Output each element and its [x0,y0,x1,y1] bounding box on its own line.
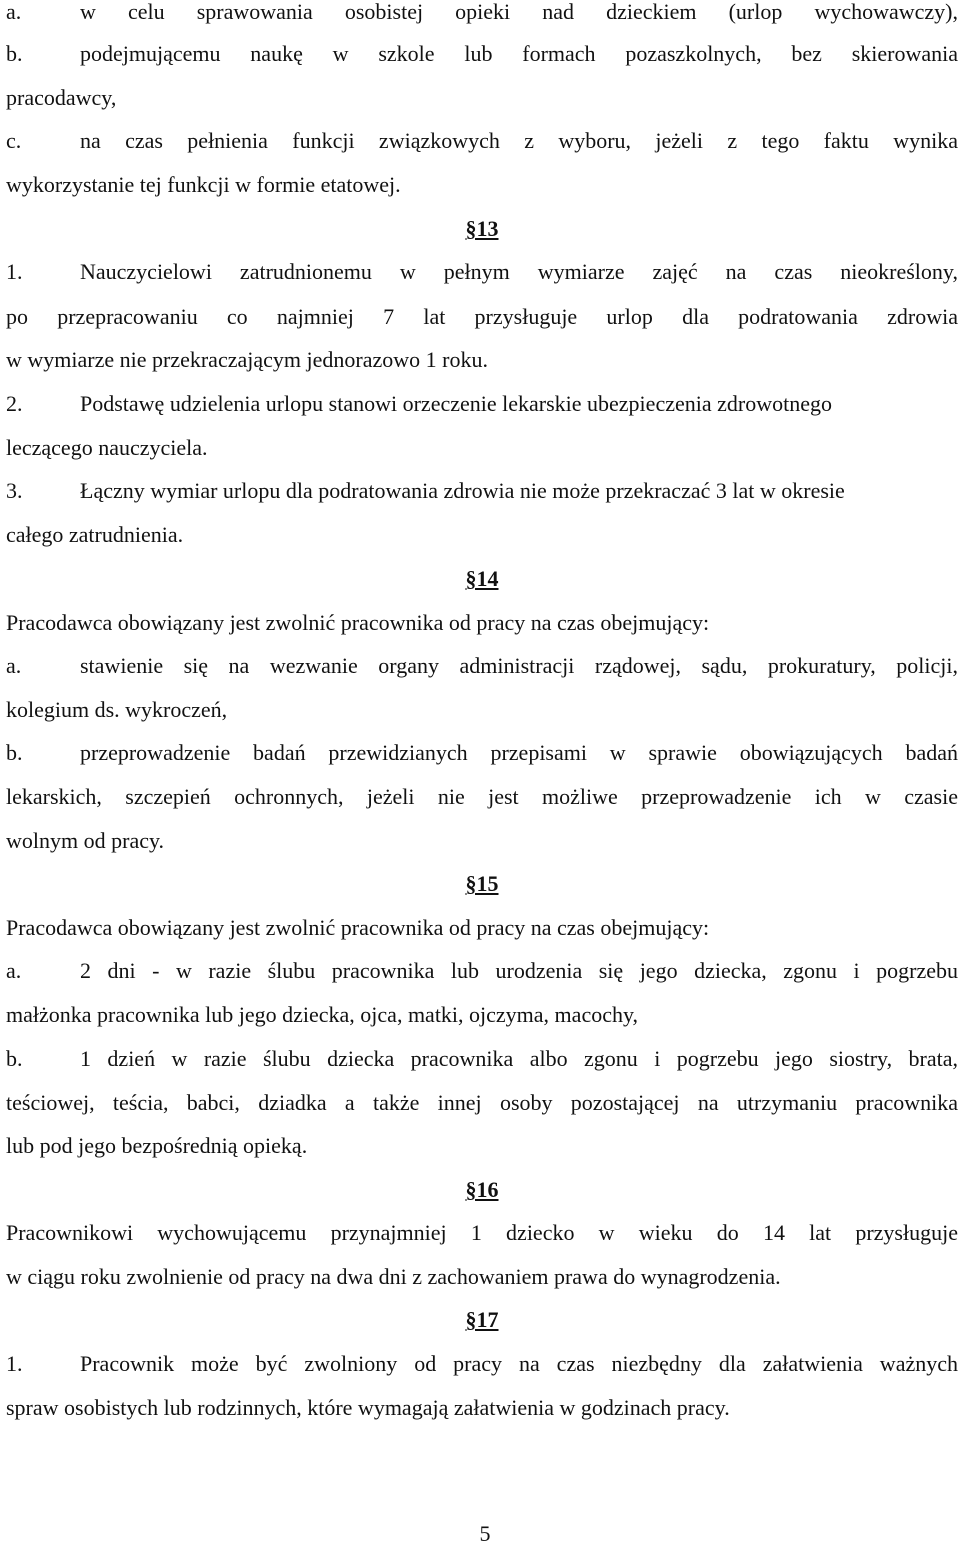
text-line [6,172,958,198]
item-label: a. [6,958,22,983]
text-line [6,740,958,766]
text-line [6,653,958,679]
text-line [6,478,958,504]
section-mark: § [465,216,477,241]
line-text: przeprowadzenie badań przewidzianych przepisami w sprawie obowiązujących badań [80,740,958,765]
line-text: w ciągu roku zwolnienie od pracy na dwa dni z zachowaniem prawa do wynagrodzenia. [6,1264,781,1289]
item-label: b. [6,740,23,765]
text-line [6,1351,958,1377]
item-label: 2. [6,391,23,416]
item-label: 1. [6,1351,23,1376]
line-text: na czas pełnienia funkcji związkowych z wyboru, jeżeli z tego faktu wynika [80,128,958,153]
line-text: teściowej, teścia, babci, dziadka a także innej osoby pozostającej na utrzymaniu pracownika [6,1090,958,1115]
text-line [6,915,958,941]
line-text: w celu sprawowania osobistej opieki nad dzieckiem (urlop wychowawczy), [80,0,958,24]
text-line [6,85,958,111]
section-number: 16 [476,1177,499,1202]
item-label: 1. [6,259,23,284]
line-text: stawienie się na wezwanie organy administracji rządowej, sądu, prokuratury, policji, [80,653,958,678]
text-line [6,1133,958,1159]
item-label: 3. [6,478,23,503]
section-heading-16 [432,1177,532,1203]
line-text: po przepracowaniu co najmniej 7 lat przysługuje urlop dla podratowania zdrowia [6,304,958,329]
item-label: a. [6,653,22,678]
item-label: a. [6,0,22,24]
line-text: wykorzystanie tej funkcji w formie etatowej. [6,172,401,197]
text-line [6,1395,958,1421]
line-text: podejmującemu naukę w szkole lub formach pozaszkolnych, bez skierowania [80,41,958,66]
line-text: 1 dzień w razie ślubu dziecka pracownika albo zgonu i pogrzebu jego siostry, brata, [80,1046,958,1071]
text-line [6,304,958,330]
text-line [6,522,958,548]
text-line [6,391,958,417]
line-text: Podstawę udzielenia urlopu stanowi orzeczenie lekarskie ubezpieczenia zdrowotnego [80,391,832,416]
text-line [6,435,958,461]
line-text: kolegium ds. wykroczeń, [6,697,228,722]
line-text: małżonka pracownika lub jego dziecka, ojca, matki, ojczyma, macochy, [6,1002,639,1027]
line-text: 2 dni - w razie ślubu pracownika lub urodzenia się jego dziecka, zgonu i pogrzebu [80,958,958,983]
section-mark: § [465,1307,477,1332]
line-text: pracodawcy, [6,85,117,110]
section-heading-14 [432,566,532,592]
text-line [6,784,958,810]
line-text: spraw osobistych lub rodzinnych, które wymagają załatwienia w godzinach pracy. [6,1395,730,1420]
section-heading-13 [432,216,532,242]
text-line [6,1220,958,1246]
text-line [6,697,958,723]
item-label: c. [6,128,22,153]
text-line [6,610,958,636]
text-line [6,1002,958,1028]
section-number: 14 [476,566,499,591]
text-line [6,347,958,373]
section-number: 13 [476,216,499,241]
section-number: 17 [476,1307,499,1332]
line-text: wolnym od pracy. [6,828,165,853]
line-text: w wymiarze nie przekraczającym jednorazowo 1 roku. [6,347,488,372]
section-heading-15 [432,871,532,897]
text-line [6,828,958,854]
section-mark: § [465,1177,477,1202]
line-text: lub pod jego bezpośrednią opieką. [6,1133,308,1158]
section-mark: § [465,566,477,591]
item-label: b. [6,41,23,66]
line-text: Nauczycielowi zatrudnionemu w pełnym wymiarze zajęć na czas nieokreślony, [80,259,958,284]
text-line [6,1046,958,1072]
text-line [6,1090,958,1116]
text-line [6,41,958,67]
line-text: lekarskich, szczepień ochronnych, jeżeli nie jest możliwe przeprowadzenie ich w czasie [6,784,958,809]
text-line [6,259,958,285]
line-text: całego zatrudnienia. [6,522,184,547]
item-label: b. [6,1046,23,1071]
text-line [6,0,958,25]
line-text: leczącego nauczyciela. [6,435,208,460]
line-text: Łączny wymiar urlopu dla podratowania zdrowia nie może przekraczać 3 lat w okresie [80,478,845,503]
text-line [6,1264,958,1290]
page-number: 5 [479,1521,491,1546]
line-text: Pracownik może być zwolniony od pracy na czas niezbędny dla załatwienia ważnych [80,1351,958,1376]
line-text: Pracodawca obowiązany jest zwolnić pracownika od pracy na czas obejmujący: [6,915,710,940]
section-mark: § [465,871,477,896]
line-text: Pracodawca obowiązany jest zwolnić pracownika od pracy na czas obejmujący: [6,610,710,635]
text-line [6,128,958,154]
section-number: 15 [476,871,499,896]
line-text: Pracownikowi wychowującemu przynajmniej 1 dziecko w wieku do 14 lat przysługuje [6,1220,958,1245]
section-heading-17 [432,1307,532,1333]
text-line [6,958,958,984]
